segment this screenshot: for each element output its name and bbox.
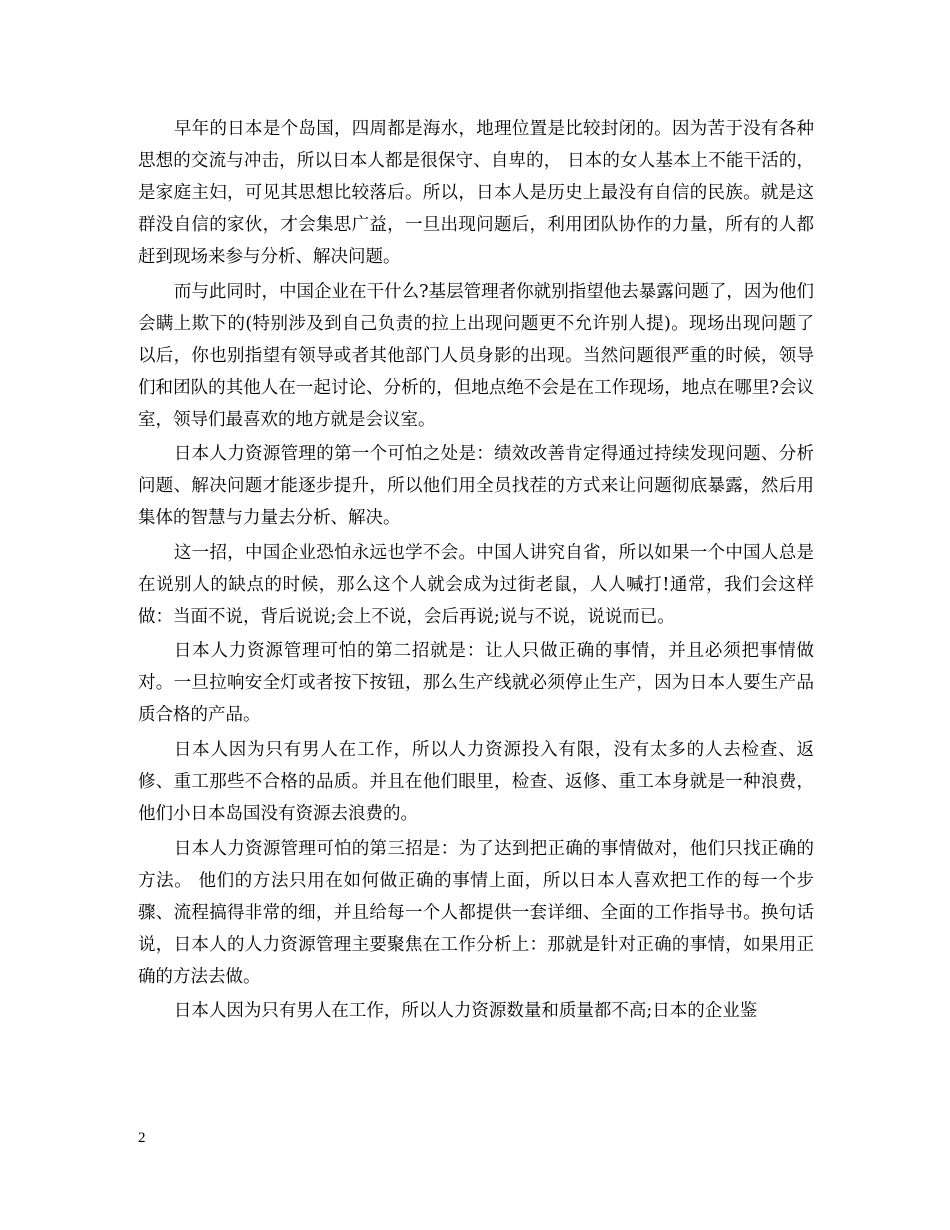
paragraph-2: 而与此同时，中国企业在干什么?基层管理者你就别指望他去暴露问题了，因为他们会瞒上欺下的(特别涉及到自己负责的拉上出现问题更不允许别人提)。现场出现问题了以后，你也别指望有领导或者其他部门人员身影的出现。当然问题很严重的时候，领导们和团队的其他人在一起讨论、分析的，但地点绝不会是在工作现场，地点在哪里?会议室，领导们最喜欢的地方就是会议室。 (138, 281, 814, 430)
paragraph-5: 日本人力资源管理可怕的第二招就是：让人只做正确的事情，并且必须把事情做对。一旦拉响安全灯或者按下按钮，那么生产线就必须停止生产，因为日本人要生产品质合格的产品。 (138, 641, 814, 726)
paragraph-7: 日本人力资源管理可怕的第三招是：为了达到把正确的事情做对，他们只找正确的方法。 他们的方法只用在如何做正确的事情上面，所以日本人喜欢把工作的每一个步骤、流程搞得非常的细，并且给每一个人都提供一套详细、全面的工作指导书。换句话说，日本人的人力资源管理主要聚焦在工作分析上：那就是针对正确的事情，如果用正确的方法去做。 (138, 838, 814, 987)
paragraph-8: 日本人因为只有男人在工作，所以人力资源数量和质量都不高;日本的企业鉴 (173, 1001, 758, 1022)
paragraph-1: 早年的日本是个岛国，四周都是海水，地理位置是比较封闭的。因为苦于没有各种思想的交流与冲击，所以日本人都是很保守、自卑的， 日本的女人基本上不能干活的，是家庭主妇，可见其思想比较落后。所以，日本人是历史上最没有自信的民族。就是这群没自信的家伙，才会集思广益，一旦出现问题后，利用团队协作的力量，所有的人都赶到现场来参与分析、解决问题。 (138, 119, 814, 267)
paragraph-6: 日本人因为只有男人在工作，所以人力资源投入有限，没有太多的人去检查、返修、重工那些不合格的品质。并且在他们眼里，检查、返修、重工本身就是一种浪费，他们小日本岛国没有资源去浪费的。 (138, 739, 814, 824)
paragraph-4: 这一招，中国企业恐怕永远也学不会。中国人讲究自省，所以如果一个中国人总是在说别人的缺点的时候，那么这个人就会成为过街老鼠，人人喊打!通常，我们会这样做：当面不说，背后说说;会上不说，会后再说;说与不说，说说而已。 (138, 542, 814, 627)
paragraph-3: 日本人力资源管理的第一个可怕之处是：绩效改善肯定得通过持续发现问题、分析问题、解决问题才能逐步提升，所以他们用全员找茬的方式来让问题彻底暴露，然后用集体的智慧与力量去分析、解决。 (138, 444, 814, 529)
body-text (138, 113, 814, 1030)
page-number: 2 (138, 1130, 146, 1146)
